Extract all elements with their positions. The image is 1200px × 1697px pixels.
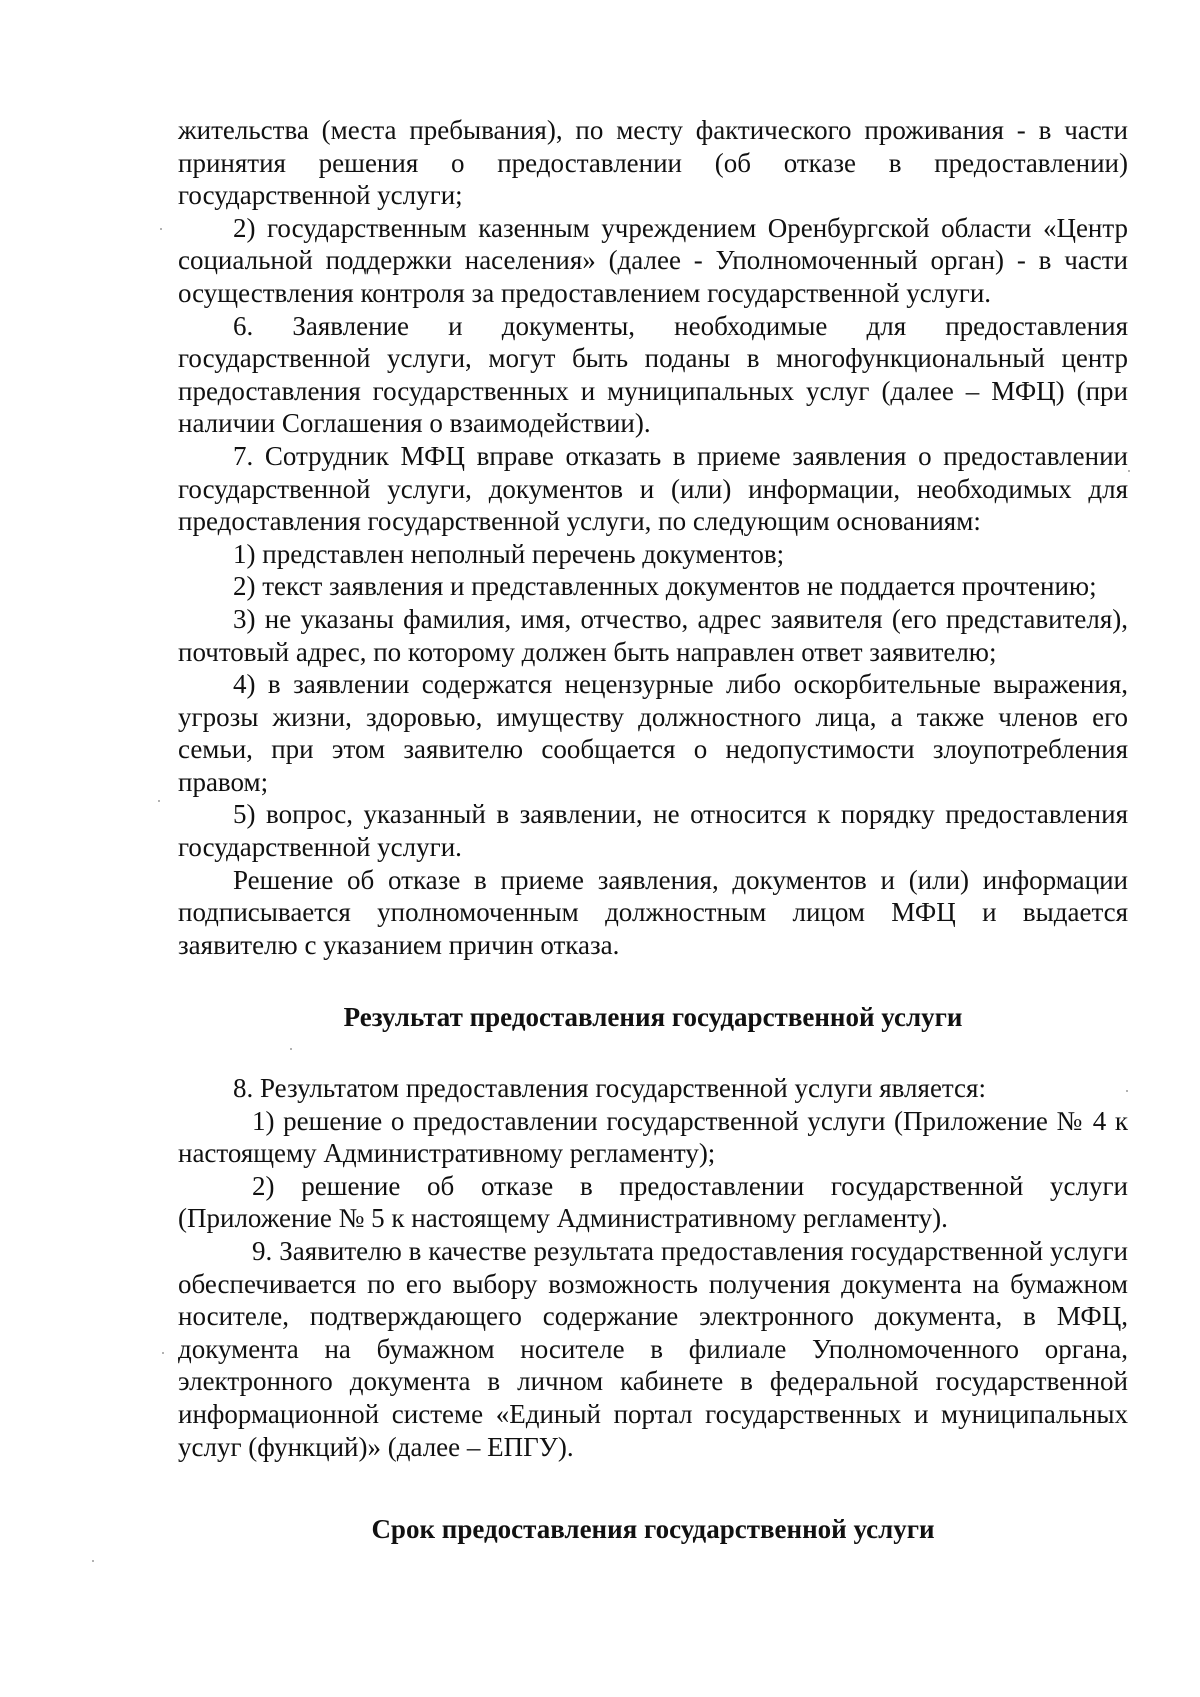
document-body [178, 114, 1128, 1546]
paragraph-ground-2: 2) текст заявления и представленных документов не поддается прочтению; [233, 571, 1097, 602]
heading-service-result: Результат предоставления государственной услуги [343, 1002, 963, 1033]
paragraph-residence: жительства (места пребывания), по месту фактического проживания - в части принятия решения о предоставлении (об отказе в предоставлении) государственной услуги; [178, 115, 1128, 211]
paragraph-item-8: 8. Результатом предоставления государственной услуги является: [233, 1073, 986, 1104]
paragraph-ground-1: 1) представлен неполный перечень документов; [233, 538, 785, 569]
paragraph-refusal-decision: Решение об отказе в приеме заявления, документов и (или) информации подписывается уполномоченным должностным лицом МФЦ и выдается заявителю с указанием причин отказа. [178, 864, 1128, 960]
scan-speck [158, 800, 160, 802]
scan-speck [160, 228, 162, 230]
paragraph-result-2: 2) решение об отказе в предоставлении государственной услуги (Приложение № 5 к настоящему Административному регламенту). [178, 1170, 1128, 1234]
paragraph-result-1: 1) решение о предоставлении государственной услуги (Приложение № 4 к настоящему Административному регламенту); [178, 1105, 1128, 1169]
paragraph-item-6: 6. Заявление и документы, необходимые для предоставления государственной услуги, могут быть поданы в многофункциональный центр предоставления государственных и муниципальных услуг (далее – МФЦ) (при наличии Соглашения о взаимодействии). [178, 310, 1128, 439]
scan-speck [290, 1048, 292, 1050]
paragraph-ground-5: 5) вопрос, указанный в заявлении, не относится к порядку предоставления государственной услуги. [178, 799, 1128, 863]
paragraph-item-9: 9. Заявителю в качестве результата предоставления государственной услуги обеспечивается по его выбору возможность получения документа на бумажном носителе, подтверждающего содержание электронного документа, в МФЦ, документа на бумажном носителе в филиале Уполномоченного органа, электронного документа в личном кабинете в федеральной государственной информационной системе «Единый портал государственных и муниципальных услуг (функций)» (далее – ЕПГУ). [178, 1236, 1128, 1462]
scan-speck [162, 1352, 164, 1354]
scan-speck [1128, 470, 1130, 472]
scan-speck [92, 1560, 94, 1562]
paragraph-authorized-body: 2) государственным казенным учреждением Оренбургской области «Центр социальной поддержки населения» (далее - Уполномоченный орган) - в части осуществления контроля за предоставлением государственной услуги. [178, 212, 1128, 308]
heading-service-term: Срок предоставления государственной услуги [371, 1514, 935, 1545]
paragraph-ground-4: 4) в заявлении содержатся нецензурные либо оскорбительные выражения, угрозы жизни, здоровью, имуществу должностного лица, а также членов его семьи, при этом заявителю сообщается о недопустимости злоупотребления правом; [178, 669, 1128, 797]
paragraph-ground-3: 3) не указаны фамилия, имя, отчество, адрес заявителя (его представителя), почтовый адрес, по которому должен быть направлен ответ заявителю; [178, 603, 1128, 667]
scan-speck [1126, 1090, 1128, 1092]
paragraph-item-7: 7. Сотрудник МФЦ вправе отказать в приеме заявления о предоставлении государственной услуги, документов и (или) информации, необходимых для предоставления государственной услуги, по следующим основаниям: [178, 440, 1128, 537]
